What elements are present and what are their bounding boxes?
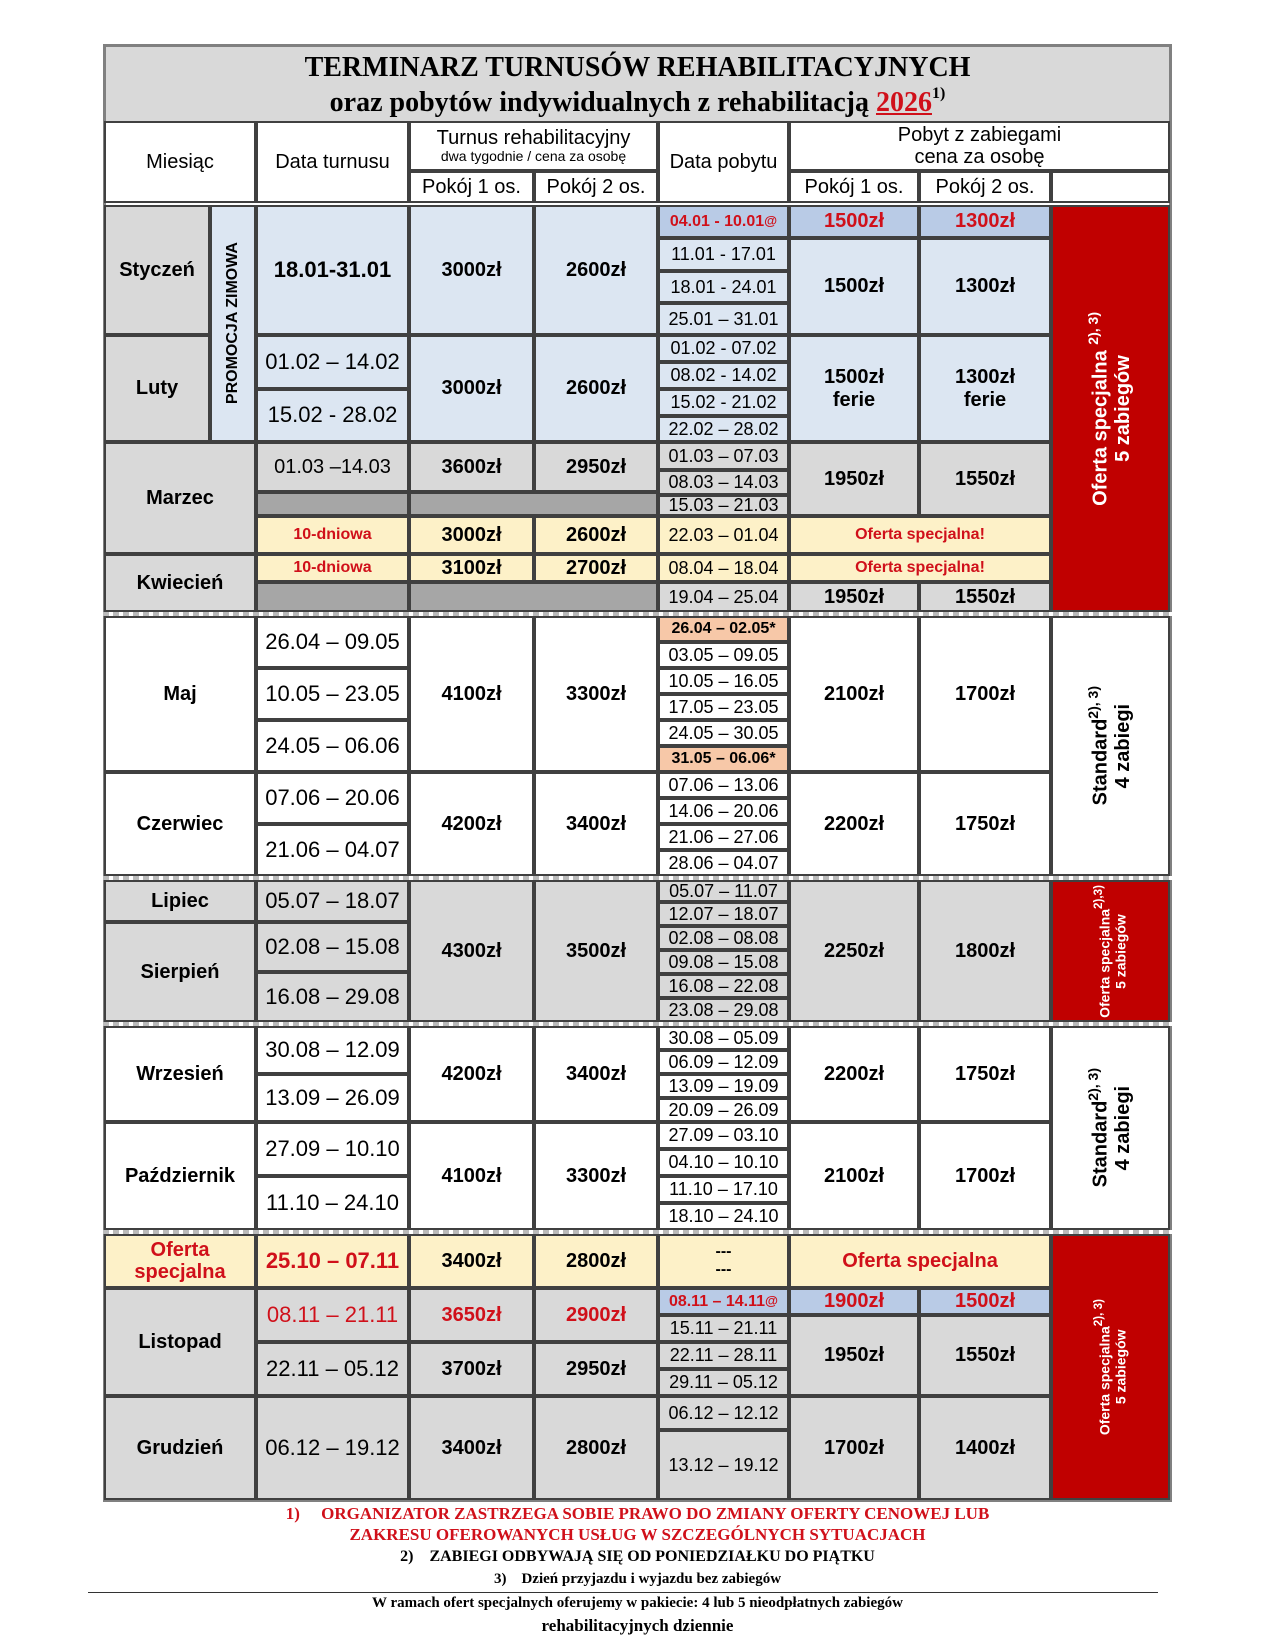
stay-price-1b: 1300zł	[919, 205, 1051, 238]
month-oct: Październik	[104, 1122, 256, 1230]
stay-special-2: Oferta specjalna!	[789, 554, 1051, 582]
month-dec: Grudzień	[104, 1396, 256, 1500]
title-band	[106, 47, 1169, 121]
header-stay-date: Data pobytu	[658, 121, 789, 203]
stay-price-6a: 2100zł	[789, 616, 919, 772]
stay-44: 06.12 – 12.12	[658, 1396, 789, 1430]
stay-17: 10.05 – 16.05	[658, 668, 789, 694]
price-ten1-2: 2600zł	[534, 516, 658, 554]
side-offer-5-bottom: Oferta specjalna$^{2), 3)}$ 5 zabiegów	[1051, 1234, 1170, 1500]
turnus-feb1: 01.02 – 14.02	[256, 335, 409, 389]
side-standard-1: Standard$^{2), 3)}$ 4 zabiegi	[1051, 616, 1170, 876]
turnus-oct1: 27.09 – 10.10	[256, 1122, 409, 1176]
turnus-aug2: 16.08 – 29.08	[256, 972, 409, 1022]
stay-price-6b: 1700zł	[919, 616, 1051, 772]
stay-13: 08.04 – 18.04	[658, 554, 789, 582]
turnus-jan: 18.01-31.01	[256, 205, 409, 335]
header-stay-room2: Pokój 2 os.	[919, 171, 1051, 203]
stay-7: 15.02 - 21.02	[658, 389, 789, 416]
price-sep-1: 4200zł	[409, 1026, 534, 1122]
stay-21: 07.06 – 13.06	[658, 772, 789, 798]
stay-30: 23.08 – 29.08	[658, 998, 789, 1022]
stay-20: 31.05 – 06.06*	[658, 746, 789, 772]
header-stay-room1: Pokój 1 os.	[789, 171, 919, 203]
stay-35: 27.09 – 03.10	[658, 1122, 789, 1149]
header-turnus-room2: Pokój 2 os.	[534, 171, 658, 203]
price-nov-1a: 3650zł	[409, 1288, 534, 1342]
title-year: 2026	[875, 87, 932, 118]
header-blank	[1051, 171, 1170, 203]
stay-price-4b: 1550zł	[919, 442, 1051, 516]
month-nov: Listopad	[104, 1288, 256, 1396]
month-may: Maj	[104, 616, 256, 772]
stay-3: 18.01 - 24.01	[658, 271, 789, 303]
stay-price-14a: 1700zł	[789, 1396, 919, 1500]
header-turnus-date: Data turnusu	[256, 121, 409, 203]
turnus-mar1: 01.03 –14.03	[256, 442, 409, 492]
stay-36: 04.10 – 10.10	[658, 1149, 789, 1176]
stay-price-2a: 1500zł	[789, 238, 919, 335]
stay-price-4a: 1950zł	[789, 442, 919, 516]
stay-26: 12.07 – 18.07	[658, 902, 789, 926]
stay-16: 03.05 – 09.05	[658, 642, 789, 668]
stay-price-8a: 2250zł	[789, 880, 919, 1022]
stay-price-13b: 1550zł	[919, 1315, 1051, 1396]
turnus-may3: 24.05 – 06.06	[256, 720, 409, 772]
turnus-ten1: 10-dniowa	[256, 516, 409, 554]
price-nov-2a: 2900zł	[534, 1288, 658, 1342]
side-offer-5: Oferta specjalna $^{2), 3)}$ 5 zabiegów	[1051, 205, 1170, 612]
footnote-1: 1) ORGANIZATOR ZASTRZEGA SOBIE PRAWO DO ZMIANY OFERTY CENOWEJ LUB	[285, 1504, 990, 1523]
stay-23: 21.06 – 27.06	[658, 824, 789, 850]
price-oct-1: 4100zł	[409, 1122, 534, 1230]
price-mar-1: 3600zł	[409, 442, 534, 492]
stay-price-2b: 1300zł	[919, 238, 1051, 335]
stay-1: 04.01 - 10.01 @	[658, 205, 789, 238]
price-ten2-1: 3100zł	[409, 554, 534, 582]
month-mar: Marzec	[104, 442, 256, 554]
header-stay: Pobyt z zabiegami cena za osobę	[789, 121, 1170, 171]
stay-43: 29.11 – 05.12	[658, 1369, 789, 1396]
stay-8: 22.02 – 28.02	[658, 416, 789, 442]
price-sep-2: 3400zł	[534, 1026, 658, 1122]
turnus-mar-gap	[256, 492, 409, 516]
side-offer-small: Oferta specjalna$^{2),3)}$ 5 zabiegów	[1051, 880, 1170, 1022]
price-off-1: 3400zł	[409, 1234, 534, 1288]
title-line-2: oraz pobytów indywidualnych z rehabilitacją 2026$^{1)}$	[329, 85, 946, 118]
footnote-2: 2) ZABIEGI ODBYWAJĄ SIĘ OD PONIEDZIAŁKU DO PIĄTKU	[400, 1548, 875, 1565]
footnote-1b: ZAKRESU OFEROWANYCH USŁUG W SZCZEGÓLNYCH SYTUACJACH	[349, 1525, 926, 1544]
turnus-may1: 26.04 – 09.05	[256, 616, 409, 668]
stay-28: 09.08 – 15.08	[658, 950, 789, 974]
turnus-nov2: 22.11 – 05.12	[256, 1342, 409, 1396]
stay-price-12a: 1900zł	[789, 1288, 919, 1315]
footnote-4: W ramach ofert specjalnych oferujemy w pakiecie: 4 lub 5 nieodpłatnych zabiegów	[372, 1595, 903, 1611]
stay-18: 17.05 – 23.05	[658, 694, 789, 720]
month-aug: Sierpień	[104, 922, 256, 1022]
header-turnus: Turnus rehabilitacyjny dwa tygodnie / cena za osobę	[409, 121, 658, 171]
stay-price-5b: 1550zł	[919, 582, 1051, 612]
price-may-1: 4100zł	[409, 616, 534, 772]
stay-6: 08.02 - 14.02	[658, 362, 789, 389]
side-standard-2: Standard$^{2), 3)}$ 4 zabiegi	[1051, 1026, 1170, 1230]
turnus-aug1: 02.08 – 15.08	[256, 922, 409, 972]
stay-25: 05.07 – 11.07	[658, 880, 789, 902]
stay-12: 22.03 – 01.04	[658, 516, 789, 554]
month-offer: Oferta specjalna	[104, 1234, 256, 1288]
stay-price-3a: 1500zł ferie	[789, 335, 919, 442]
price-ten2-2: 2700zł	[534, 554, 658, 582]
promo-vertical: PROMOCJA ZIMOWA	[210, 205, 256, 442]
stay-price-1a: 1500zł	[789, 205, 919, 238]
month-apr: Kwiecień	[104, 554, 256, 612]
price-off-2: 2800zł	[534, 1234, 658, 1288]
month-jul: Lipiec	[104, 880, 256, 922]
stay-price-11: Oferta specjalna	[789, 1234, 1051, 1288]
footnote-3: 3) Dzień przyjazdu i wyjazdu bez zabiegów	[493, 1571, 782, 1587]
stay-5: 01.02 - 07.02	[658, 335, 789, 362]
price-may-2: 3300zł	[534, 616, 658, 772]
turnus-oct2: 11.10 – 24.10	[256, 1176, 409, 1230]
turnus-jun1: 07.06 – 20.06	[256, 772, 409, 824]
price-jul-2: 3500zł	[534, 880, 658, 1022]
turnus-off1: 25.10 – 07.11	[256, 1234, 409, 1288]
stay-33: 13.09 – 19.09	[658, 1074, 789, 1098]
stay-price-9b: 1750zł	[919, 1026, 1051, 1122]
stay-price-13a: 1950zł	[789, 1315, 919, 1396]
stay-38: 18.10 – 24.10	[658, 1203, 789, 1230]
price-nov-1b: 3700zł	[409, 1342, 534, 1396]
stay-price-3b: 1300zł ferie	[919, 335, 1051, 442]
turnus-sep2: 13.09 – 26.09	[256, 1074, 409, 1122]
turnus-dec1: 06.12 – 19.12	[256, 1396, 409, 1500]
stay-24: 28.06 – 04.07	[658, 850, 789, 876]
month-sep: Wrzesień	[104, 1026, 256, 1122]
header-turnus-room1: Pokój 1 os.	[409, 171, 534, 203]
footnote-5: rehabilitacyjnych dziennie	[541, 1616, 734, 1635]
price-dec-1: 3400zł	[409, 1396, 534, 1500]
stay-29: 16.08 – 22.08	[658, 974, 789, 998]
stay-19: 24.05 – 30.05	[658, 720, 789, 746]
month-feb: Luty	[104, 335, 210, 442]
stay-32: 06.09 – 12.09	[658, 1050, 789, 1074]
month-jun: Czerwiec	[104, 772, 256, 876]
stay-15: 26.04 – 02.05*	[658, 616, 789, 642]
price-jan-1: 3000zł	[409, 205, 534, 335]
footer-divider	[88, 1592, 1158, 1593]
stay-39: --- ---	[658, 1234, 789, 1288]
stay-22: 14.06 – 20.06	[658, 798, 789, 824]
stay-14: 19.04 – 25.04	[658, 582, 789, 612]
stay-price-14b: 1400zł	[919, 1396, 1051, 1500]
stay-9: 01.03 – 07.03	[658, 442, 789, 470]
stay-27: 02.08 – 08.08	[658, 926, 789, 950]
stay-11: 15.03 – 21.03	[658, 495, 789, 516]
stay-34: 20.09 – 26.09	[658, 1098, 789, 1122]
stay-price-12b: 1500zł	[919, 1288, 1051, 1315]
turnus-jun2: 21.06 – 04.07	[256, 824, 409, 876]
stay-price-5a: 1950zł	[789, 582, 919, 612]
turnus-jul1: 05.07 – 18.07	[256, 880, 409, 922]
stay-31: 30.08 – 05.09	[658, 1026, 789, 1050]
turnus-feb2: 15.02 - 28.02	[256, 389, 409, 442]
stay-41: 15.11 – 21.11	[658, 1315, 789, 1342]
price-feb-1: 3000zł	[409, 335, 534, 442]
stay-10: 08.03 – 14.03	[658, 470, 789, 495]
price-mar-2: 2950zł	[534, 442, 658, 492]
stay-price-8b: 1800zł	[919, 880, 1051, 1022]
turnus-may2: 10.05 – 23.05	[256, 668, 409, 720]
price-jun-1: 4200zł	[409, 772, 534, 876]
price-ten1-1: 3000zł	[409, 516, 534, 554]
header-month: Miesiąc	[104, 121, 256, 203]
price-dec-2: 2800zł	[534, 1396, 658, 1500]
price-feb-2: 2600zł	[534, 335, 658, 442]
turnus-nov1: 08.11 – 21.11	[256, 1288, 409, 1342]
stay-45: 13.12 – 19.12	[658, 1430, 789, 1500]
stay-price-7a: 2200zł	[789, 772, 919, 876]
price-nov-2b: 2950zł	[534, 1342, 658, 1396]
stay-price-10b: 1700zł	[919, 1122, 1051, 1230]
stay-37: 11.10 – 17.10	[658, 1176, 789, 1203]
title-line-1: TERMINARZ TURNUSÓW REHABILITACYJNYCH	[304, 52, 971, 83]
stay-special-1: Oferta specjalna!	[789, 516, 1051, 554]
turnus-apr-gap	[256, 582, 409, 612]
turnus-sep1: 30.08 – 12.09	[256, 1026, 409, 1074]
stay-42: 22.11 – 28.11	[658, 1342, 789, 1369]
stay-2: 11.01 - 17.01	[658, 238, 789, 271]
turnus-ten2: 10-dniowa	[256, 554, 409, 582]
stay-40: 08.11 – 14.11 @	[658, 1288, 789, 1315]
stay-price-10a: 2100zł	[789, 1122, 919, 1230]
price-oct-2: 3300zł	[534, 1122, 658, 1230]
price-jul-1: 4300zł	[409, 880, 534, 1022]
stay-price-9a: 2200zł	[789, 1026, 919, 1122]
price-mar-gap	[409, 492, 658, 516]
month-jan: Styczeń	[104, 205, 210, 335]
price-jan-2: 2600zł	[534, 205, 658, 335]
price-jun-2: 3400zł	[534, 772, 658, 876]
stay-price-7b: 1750zł	[919, 772, 1051, 876]
price-apr-gap	[409, 582, 658, 612]
stay-4: 25.01 – 31.01	[658, 303, 789, 335]
